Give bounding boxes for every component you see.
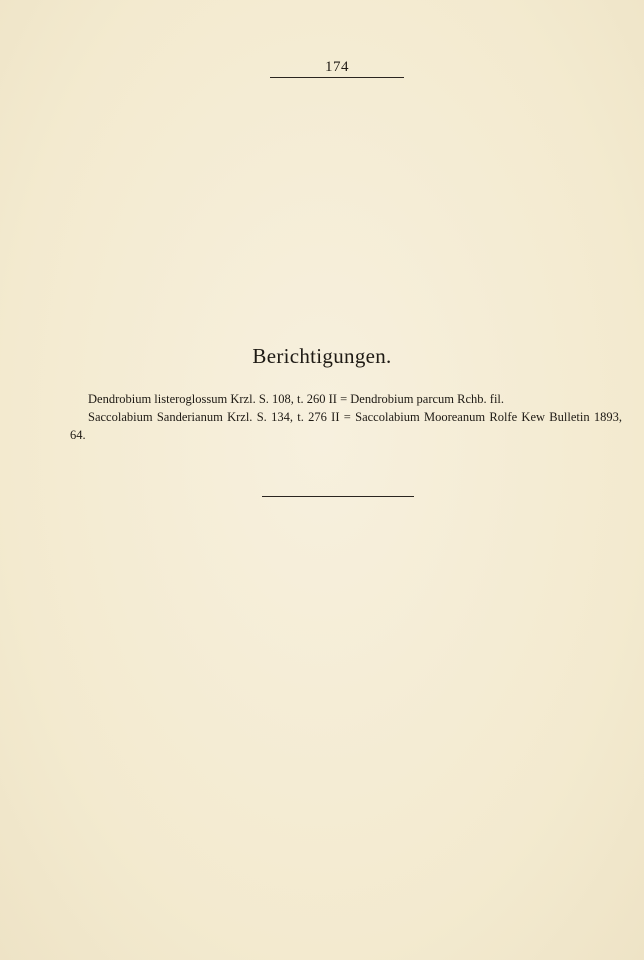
- section-heading: Berichtigungen.: [252, 344, 392, 368]
- page-number: 174: [325, 59, 349, 75]
- correction-entry: Saccolabium Sanderianum Krzl. S. 134, t. 276 II = Saccolabium Mooreanum Rolfe Kew Bulletin 1893, 64.: [70, 410, 622, 442]
- closing-rule: [262, 496, 414, 497]
- header-rule: [270, 77, 404, 78]
- corrections-list: [70, 390, 622, 444]
- correction-entry: Dendrobium listeroglossum Krzl. S. 108, t. 260 II = Dendrobium parcum Rchb. fil.: [88, 392, 505, 406]
